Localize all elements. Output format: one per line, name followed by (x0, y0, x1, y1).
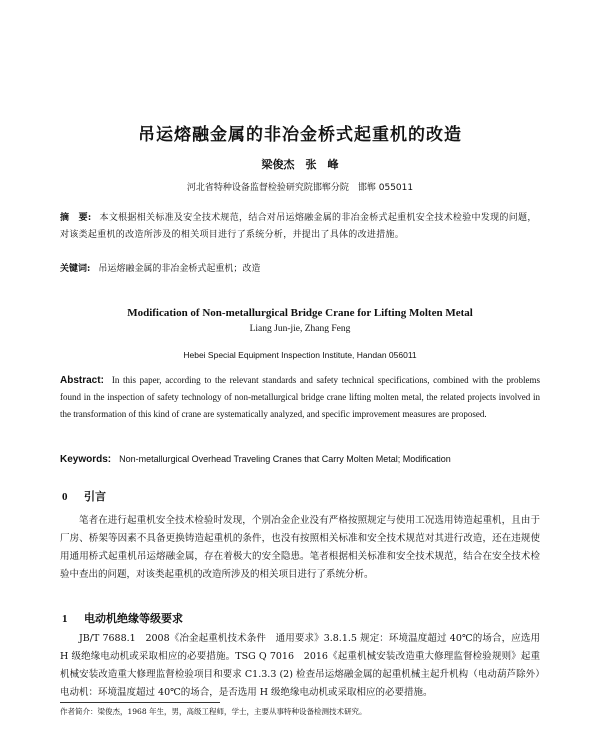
abstract-english (60, 372, 540, 423)
section-heading-motor-insulation (62, 610, 183, 626)
abstract-english-text: In this paper, according to the relevant standards and safety technical specifications, combined with the problems found in the inspection of safety technology of non-metallurgical bridge crane lifting molten metal, the related projects involved in the transformation of this kind of crane are systematically analyzed, and specific improvement measures are proposed. (60, 375, 540, 419)
title-english: Modification of Non-metallurgical Bridge Crane for Lifting Molten Metal (127, 307, 473, 319)
title-chinese: 吊运熔融金属的非冶金桥式起重机的改造 (138, 125, 462, 145)
keywords-english (60, 452, 540, 467)
abstract-chinese (60, 210, 540, 244)
keywords-chinese (60, 262, 540, 276)
footnote-divider (60, 702, 220, 703)
section-number: 1 (62, 613, 68, 625)
keywords-english-text: Non-metallurgical Overhead Traveling Cranes that Carry Molten Metal; Modification (119, 454, 451, 464)
section-number: 0 (62, 491, 68, 503)
keywords-english-label: Keywords: (60, 454, 112, 465)
affiliation-chinese: 河北省特种设备监督检验研究院邯郸分院 邯郸 055011 (186, 183, 414, 193)
affiliation-english: Hebei Special Equipment Inspection Institute, Handan 056011 (183, 350, 417, 360)
authors-chinese: 梁俊杰 张 峰 (261, 158, 339, 171)
section-introduction-text: 笔者在进行起重机安全技术检验时发现，个别冶金企业没有严格按照规定与使用工况选用铸造起重机，且由于厂房、桥架等因素不具备更换铸造起重机的条件，也没有按照相关标准和安全技术规范对其进行改造，还在违规使用通用桥式起重机吊运熔融金属，存在着极大的安全隐患。笔者根据相关标准和安全技术规范，结合在安全技术检验中查出的问题，对该类起重机的改造所涉及的相关项目进行了系统分析。 (60, 515, 540, 580)
keywords-chinese-label: 关键词: (60, 264, 91, 274)
section-title: 电动机绝缘等级要求 (84, 612, 183, 625)
author-footnote: 作者简介：梁俊杰，1968 年生，男，高级工程师，学士，主要从事特种设备检测技术研究。 (60, 707, 367, 716)
keywords-chinese-text: 吊运熔融金属的非冶金桥式起重机；改造 (98, 264, 261, 274)
abstract-chinese-text: 本文根据相关标准及安全技术规范，结合对吊运熔融金属的非冶金桥式起重机安全技术检验中发现的问题，对该类起重机的改造所涉及的相关项目进行了系统分析，并提出了具体的改进措施。 (60, 213, 537, 240)
section-motor-insulation-text: JB/T 7688.1 2008《冶金起重机技术条件 通用要求》3.8.1.5 规定：环境温度超过 40℃的场合，应选用 H 级绝缘电动机或采取相应的必要措施。TSG Q 7016 2016《起重机械安装改造重大修理监督检验规则》起重机械安装改造重大修理监督检验项目和要求 C1.3.3 (2) 检查吊运熔融金属的起重机械主起升机构（电动葫芦除外）电动机：环境温度超过 40℃的场合，是否选用 H 级绝缘电动机或采取相应的必要措施。 (60, 633, 540, 698)
section-title: 引言 (84, 490, 106, 503)
abstract-english-label: Abstract: (60, 375, 104, 386)
section-heading-introduction (62, 488, 106, 504)
abstract-chinese-label: 摘 要: (60, 213, 92, 223)
authors-english: Liang Jun-jie, Zhang Feng (249, 324, 351, 334)
